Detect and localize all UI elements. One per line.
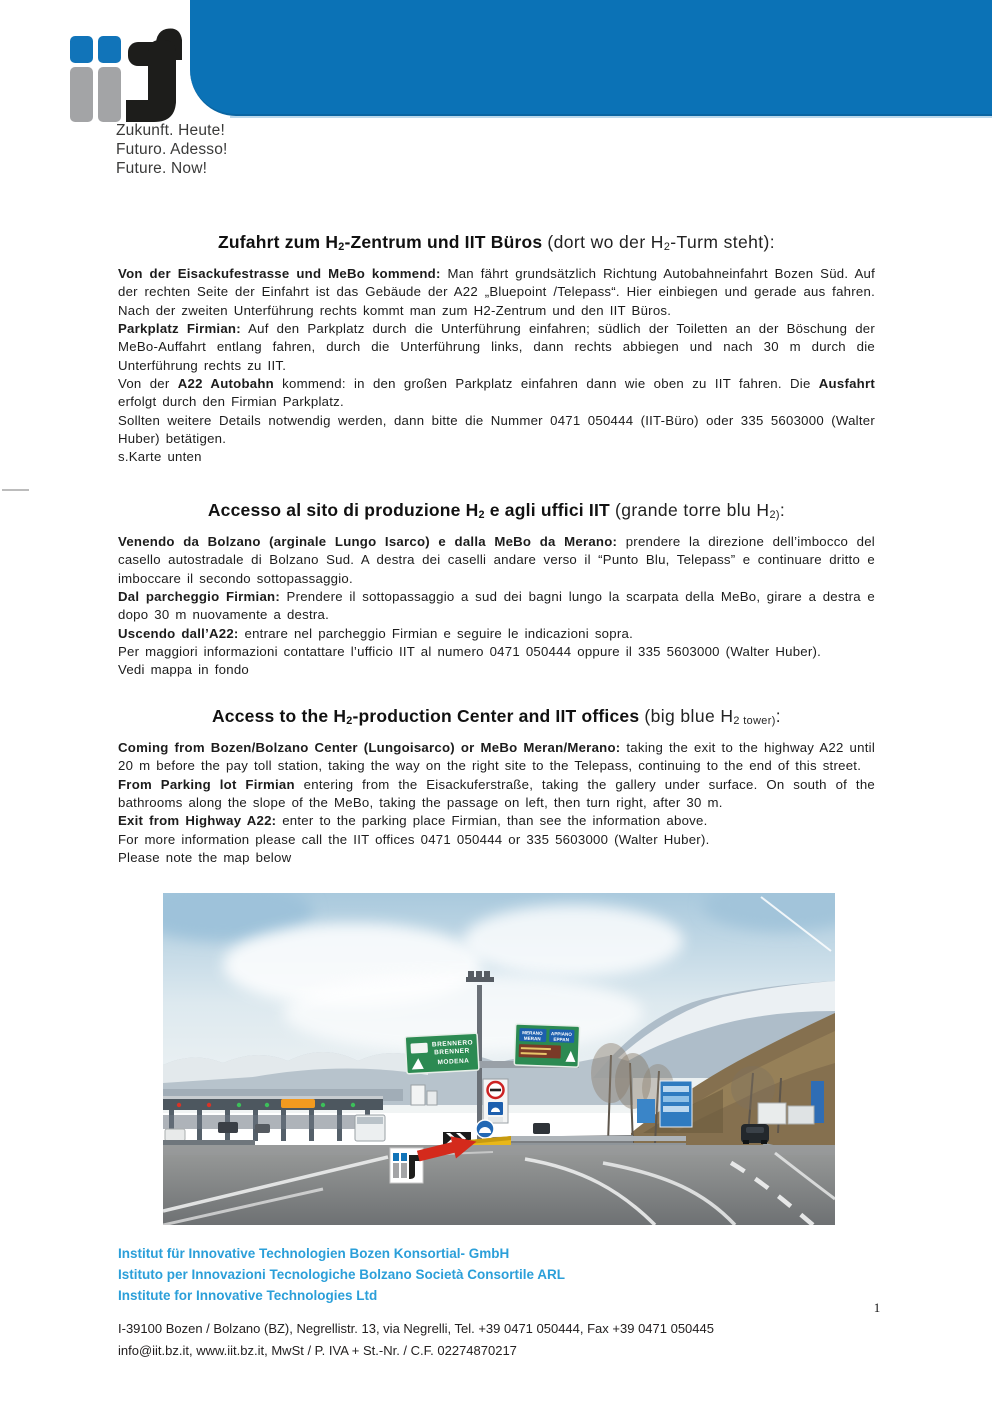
svg-text:MERAN: MERAN [523, 1035, 541, 1042]
cloud [463, 905, 683, 977]
toll-station-scene [163, 893, 835, 1225]
car [218, 1122, 238, 1133]
paragraph: s.Karte unten [118, 449, 202, 465]
paragraph: Sollten weitere Details notwendig werden, dann bitte die Nummer 0471 050444 (IIT-Büro) oder 335 5603000 (Walter Huber) betätigen. [118, 412, 875, 446]
paragraph: Dal parcheggio Firmian: Prendere il sottopassaggio a sud dei bagni lungo la scarpata della MeBo, girare a destra e dopo 30 m nuovamente a destra. [118, 589, 876, 623]
footer-company-names [118, 1243, 565, 1306]
svg-text:MERANO: MERANO [522, 1030, 543, 1036]
iit-logo-icon [70, 26, 185, 122]
company-name-de: Institut für Innovative Technologien Bozen Konsortial- GmbH [118, 1246, 510, 1261]
section-italian [118, 498, 875, 680]
car [533, 1123, 550, 1134]
paragraph: Von der A22 Autobahn kommend: in den großen Parkplatz einfahren dann wie oben zu IIT fahren. Die Ausfahrt erfolgt durch den Firmian Parkplatz. [118, 375, 875, 410]
paragraph: Vedi mappa in fondo [118, 662, 249, 678]
tagline-it: Futuro. Adesso! [116, 141, 228, 158]
svg-text:BRENNER: BRENNER [433, 1047, 470, 1057]
section-english [118, 704, 875, 867]
paragraph: Von der Eisackufestrasse und MeBo kommend: Man fährt grundsätzlich Richtung Autobahneinfahrt Bozen Süd. Auf der rechten Seite der Einfahrt ist das Gebäude der A22 „Bluepoint /Telepass“. Hier einbiegen und gerade aus fahren. Nach der zweiten Unterführung rechts kommt man zum H2-Zentrum und den IIT Büros. [118, 266, 875, 318]
company-name-en: Institute for Innovative Technologies Ltd [118, 1288, 378, 1303]
svg-text:MODENA: MODENA [437, 1057, 470, 1067]
pole-signs [483, 1079, 508, 1123]
brown-sign [519, 1044, 561, 1058]
tagline-de: Zukunft. Heute! [116, 122, 225, 139]
tagline [116, 121, 228, 178]
iit-logo [70, 26, 185, 122]
paragraph: Parkplatz Firmian: Auf den Parkplatz durch die Unterführung einfahren; südlich der Toiletten an der Böschung der MeBo-Auffahrt entlang fahren, durch die Unterführung links, dann rechts abbiegen und nach 30 m durch die Unterführung rechts zu IIT. [118, 321, 875, 373]
paragraph: Please note the map below [118, 849, 292, 865]
header-blue-bar [190, 0, 992, 116]
svg-text:APPIANO: APPIANO [550, 1031, 572, 1037]
car [165, 1129, 185, 1141]
address-line: I-39100 Bozen / Bolzano (BZ), Negrellistr. 13, via Negrelli, Tel. +39 0471 050444, Fax +39 0471 050445 [118, 1321, 714, 1336]
dark-car [741, 1124, 769, 1144]
page-number: 1 [873, 1300, 881, 1315]
sign-brennero [405, 1033, 479, 1074]
svg-text:EPPAN: EPPAN [553, 1036, 570, 1043]
address-line: info@iit.bz.it, www.iit.bz.it, MwSt / P. IVA + St.-Nr. / C.F. 02274870217 [118, 1342, 517, 1358]
paragraph: Coming from Bozen/Bolzano Center (Lungoisarco) or MeBo Meran/Merano: taking the exit to the highway A22 until 20 m before the pay toll station, taking the way on the right site to the Telepass, continuing to the end of this street. [118, 740, 875, 774]
road [163, 1145, 835, 1225]
a22-shield [410, 1043, 428, 1054]
truck [788, 1106, 814, 1124]
toll-canopy-sign [281, 1099, 315, 1108]
section-german [118, 230, 875, 466]
paragraph: For more information please call the IIT offices 0471 050444 or 335 5603000 (Walter Huber). [118, 831, 710, 847]
tagline-en: Future. Now! [116, 160, 208, 177]
company-name-it: Istituto per Innovazioni Tecnologiche Bolzano Società Consortile ARL [118, 1267, 566, 1282]
paragraph: Exit from Highway A22: enter to the parking place Firmian, than see the information above. [118, 813, 708, 829]
paragraph: From Parking lot Firmian entering from the Eisackuferstraße, taking the gallery under surface. On south of the bathrooms along the slope of the MeBo, taking the passage on left, then turn right, after 30 m. [118, 776, 875, 811]
heading-german: Zufahrt zum $H_2$-Zentrum und IIT Büros (dort wo der $H_2$-Turm steht): [217, 232, 775, 254]
heading-english: Access to the $H_2$-production Center and IIT offices (big blue $H_{2 tower)}$: [211, 706, 782, 728]
heading-italian: Accesso al sito di produzione $H_2$ e agli uffici IIT (grande torre blu $H_{2)}$: [207, 500, 786, 522]
paragraph: Per maggiori informazioni contattare l’ufficio IIT al numero 0471 050444 oppure il 335 5603000 (Walter Huber). [118, 643, 822, 659]
paragraph: Uscendo dall’A22: entrare nel parcheggio Firmian e seguire le indicazioni sopra. [118, 625, 633, 641]
toll-station-photo [163, 893, 835, 1225]
fold-mark [2, 489, 29, 491]
logo-t-glyph [126, 28, 182, 122]
svg-text:BRENNERO: BRENNERO [431, 1039, 474, 1049]
truck [758, 1103, 786, 1124]
footer-address [118, 1318, 714, 1361]
sign-merano [514, 1024, 579, 1067]
paragraph: Venendo da Bolzano (arginale Lungo Isarco) e dalla MeBo da Merano: prendere la direzione dell’imbocco del casello autostradale di Bolzano Sud. A destra dei caselli andare verso il “Punto Blu, Telepass” e continuare dritto e imboccare il secondo sottopassaggio. [118, 534, 875, 586]
